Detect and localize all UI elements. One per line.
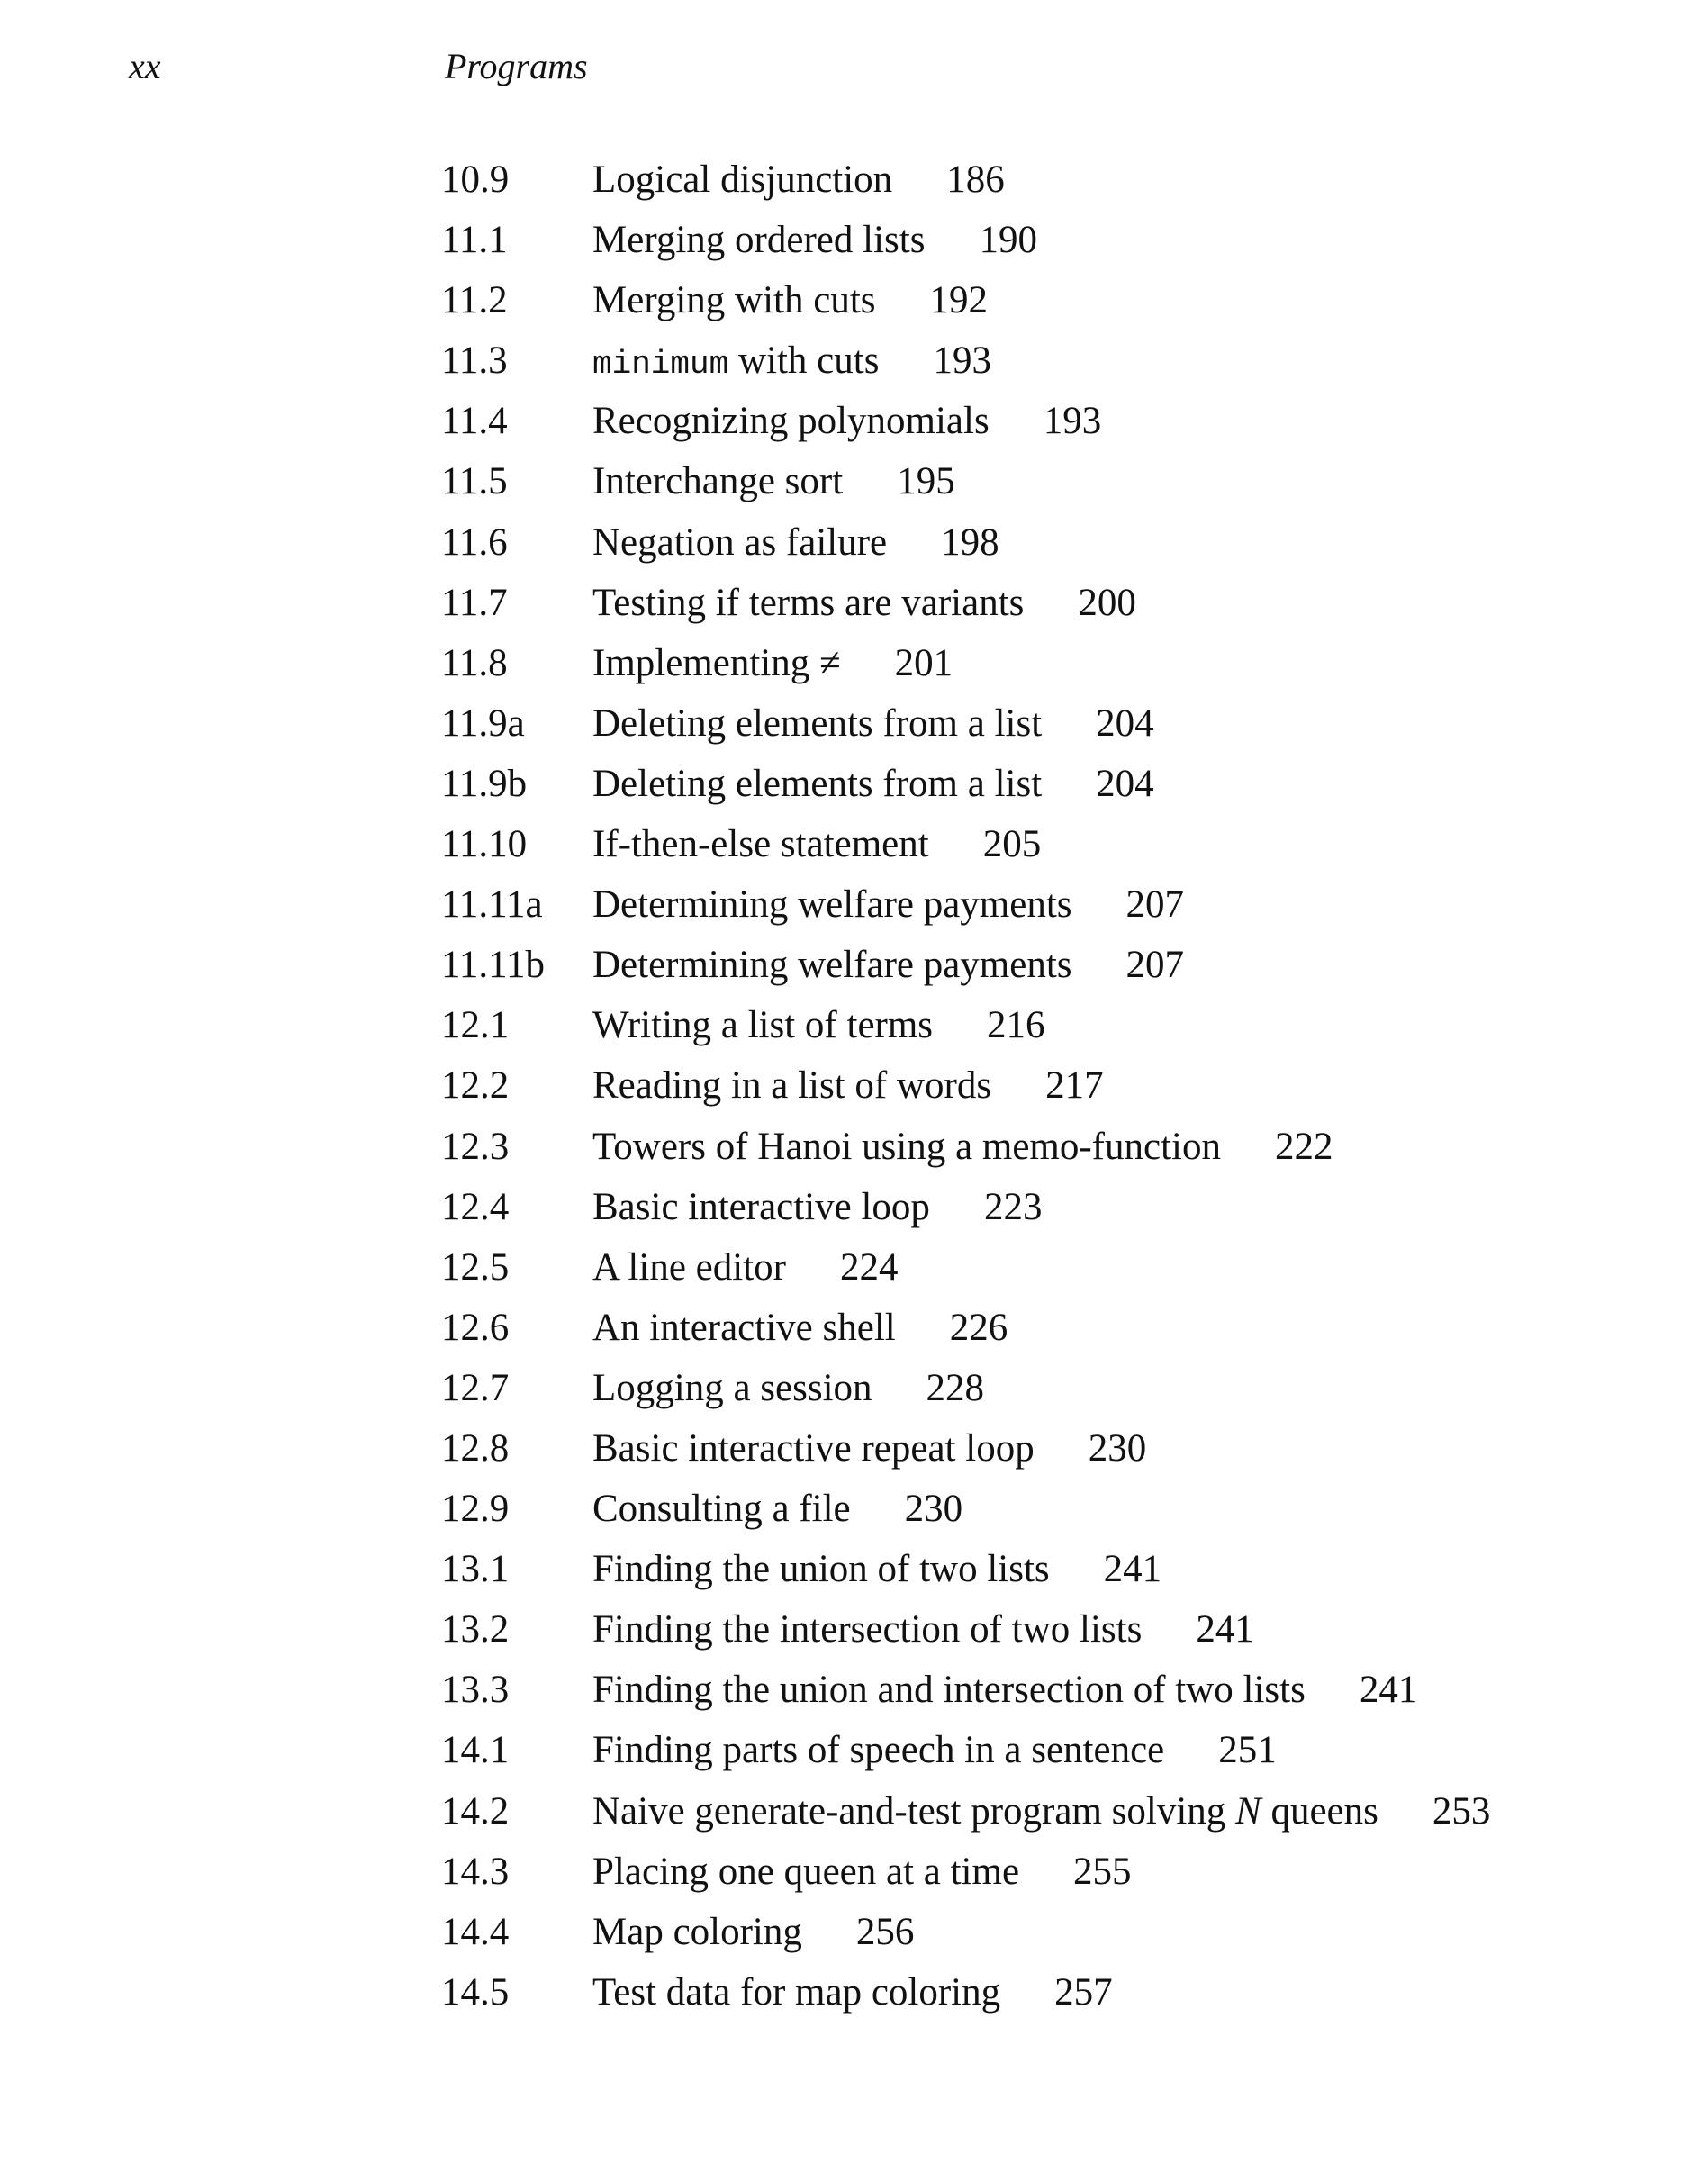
page-ref: 228 xyxy=(926,1366,985,1409)
program-number: 13.1 xyxy=(441,1548,510,1591)
page-ref: 255 xyxy=(1073,1850,1132,1893)
program-title: Map coloring xyxy=(592,1910,802,1953)
page-ref: 230 xyxy=(1088,1426,1147,1470)
program-title: Implementing ≠ xyxy=(592,641,841,684)
program-number: 11.11b xyxy=(441,944,546,987)
program-title: Finding the intersection of two lists xyxy=(592,1608,1143,1652)
page-ref: 195 xyxy=(897,460,955,503)
program-title xyxy=(592,330,879,391)
program-title: Finding parts of speech in a sentence xyxy=(592,1729,1165,1772)
program-title: Finding the union and intersection of two lists xyxy=(592,1669,1306,1712)
program-list xyxy=(441,149,1490,2023)
program-title-text: Naive generate-and-test program solving xyxy=(592,1789,1226,1833)
program-number: 10.9 xyxy=(441,158,510,201)
page-ref: 224 xyxy=(839,1245,899,1289)
list-item xyxy=(441,451,1490,511)
program-number: 14.4 xyxy=(441,1910,510,1953)
list-item xyxy=(441,1842,1490,1902)
page-number: xx xyxy=(129,46,161,86)
list-item xyxy=(441,573,1490,633)
page-ref: 204 xyxy=(1096,701,1154,745)
program-title: Finding the union of two lists xyxy=(592,1548,1050,1591)
list-item xyxy=(441,1418,1490,1479)
page-ref: 257 xyxy=(1054,1970,1113,2014)
program-title: Reading in a list of words xyxy=(592,1064,992,1108)
page-ref: 192 xyxy=(929,279,989,322)
list-item xyxy=(441,1358,1490,1418)
program-title: Basic interactive loop xyxy=(592,1185,930,1228)
program-number: 12.3 xyxy=(441,1125,510,1168)
list-item xyxy=(441,391,1490,451)
program-title-text-after: queens xyxy=(1270,1789,1378,1833)
program-title-text: with cuts xyxy=(737,339,880,383)
program-title: A line editor xyxy=(592,1245,786,1289)
program-number: 13.2 xyxy=(441,1608,510,1652)
list-item xyxy=(441,995,1490,1055)
program-number: 12.9 xyxy=(441,1488,510,1531)
code-term: minimum xyxy=(592,346,729,384)
page-ref: 241 xyxy=(1359,1669,1418,1712)
program-number: 11.7 xyxy=(441,581,508,624)
program-number: 11.10 xyxy=(441,823,528,866)
program-title: Determining welfare payments xyxy=(592,883,1072,927)
page-ref: 205 xyxy=(982,823,1042,866)
list-item xyxy=(441,1962,1490,2023)
page-ref: 241 xyxy=(1103,1548,1162,1591)
program-title: Writing a list of terms xyxy=(592,1004,934,1047)
page-ref: 198 xyxy=(941,520,999,564)
program-number: 14.3 xyxy=(441,1850,510,1893)
program-title: Deleting elements from a list xyxy=(592,762,1043,805)
page-ref: 256 xyxy=(855,1910,915,1953)
running-head: Programs xyxy=(445,46,588,86)
program-number: 13.3 xyxy=(441,1669,510,1712)
page-ref: 186 xyxy=(946,158,1005,201)
program-title: Consulting a file xyxy=(592,1488,851,1531)
program-title: Placing one queen at a time xyxy=(592,1850,1020,1893)
program-number: 12.4 xyxy=(441,1185,510,1228)
list-item xyxy=(441,693,1490,754)
list-item xyxy=(441,1177,1490,1237)
list-item xyxy=(441,1720,1490,1780)
program-title: Test data for map coloring xyxy=(592,1970,1001,2014)
program-title: Basic interactive repeat loop xyxy=(592,1426,1035,1470)
program-number: 12.7 xyxy=(441,1366,510,1409)
page-ref: 216 xyxy=(987,1004,1045,1047)
list-item xyxy=(441,330,1490,391)
program-number: 12.8 xyxy=(441,1426,510,1470)
list-item xyxy=(441,1902,1490,1962)
italic-variable: N xyxy=(1235,1789,1261,1833)
page-ref: 217 xyxy=(1045,1064,1104,1108)
program-title xyxy=(592,1781,1378,1842)
page-ref: 222 xyxy=(1274,1125,1333,1168)
program-title: Deleting elements from a list xyxy=(592,701,1043,745)
page-ref: 193 xyxy=(1043,400,1102,443)
list-item xyxy=(441,874,1490,935)
program-number: 11.5 xyxy=(441,460,508,503)
program-number: 11.6 xyxy=(441,520,508,564)
list-item xyxy=(441,1479,1490,1539)
program-number: 11.3 xyxy=(441,339,508,383)
program-number: 12.5 xyxy=(441,1245,510,1289)
page-ref: 253 xyxy=(1432,1789,1491,1833)
program-title: Interchange sort xyxy=(592,460,844,503)
program-title: Logging a session xyxy=(592,1366,872,1409)
program-number: 11.11a xyxy=(441,883,543,927)
page-ref: 190 xyxy=(979,219,1037,262)
list-item xyxy=(441,633,1490,693)
program-number: 12.1 xyxy=(441,1004,510,1047)
program-number: 14.1 xyxy=(441,1729,510,1772)
page-ref: 193 xyxy=(933,339,991,383)
program-title: If-then-else statement xyxy=(592,823,929,866)
program-title: Determining welfare payments xyxy=(592,944,1072,987)
list-item xyxy=(441,814,1490,874)
page-ref: 230 xyxy=(904,1488,963,1531)
page-ref: 200 xyxy=(1078,581,1136,624)
program-title: Merging ordered lists xyxy=(592,219,926,262)
program-number: 12.6 xyxy=(441,1306,510,1349)
list-item xyxy=(441,1660,1490,1720)
program-number: 11.2 xyxy=(441,279,508,322)
list-item xyxy=(441,149,1490,210)
program-number: 11.4 xyxy=(441,400,508,443)
list-item xyxy=(441,1055,1490,1116)
page-ref: 223 xyxy=(983,1185,1043,1228)
list-item xyxy=(441,935,1490,995)
list-item xyxy=(441,1298,1490,1358)
program-number: 11.8 xyxy=(441,641,508,684)
page-ref: 204 xyxy=(1096,762,1154,805)
program-title: Testing if terms are variants xyxy=(592,581,1025,624)
list-item xyxy=(441,1539,1490,1599)
page-ref: 207 xyxy=(1125,883,1185,927)
page-ref: 207 xyxy=(1125,944,1185,987)
list-item xyxy=(441,1599,1490,1660)
list-item xyxy=(441,1781,1490,1842)
list-item xyxy=(441,270,1490,330)
program-title: Negation as failure xyxy=(592,520,888,564)
program-number: 11.9b xyxy=(441,762,528,805)
list-item xyxy=(441,754,1490,814)
page-ref: 251 xyxy=(1218,1729,1277,1772)
page-ref: 201 xyxy=(894,641,953,684)
list-item xyxy=(441,210,1490,270)
program-number: 14.2 xyxy=(441,1789,510,1833)
program-title: An interactive shell xyxy=(592,1306,896,1349)
program-title: Towers of Hanoi using a memo-function xyxy=(592,1125,1221,1168)
page-ref: 241 xyxy=(1196,1608,1254,1652)
program-number: 14.5 xyxy=(441,1970,510,2014)
program-number: 12.2 xyxy=(441,1064,510,1108)
list-item xyxy=(441,1117,1490,1177)
page-ref: 226 xyxy=(949,1306,1008,1349)
program-title: Recognizing polynomials xyxy=(592,400,990,443)
list-item xyxy=(441,512,1490,573)
program-title: Logical disjunction xyxy=(592,158,893,201)
program-number: 11.9a xyxy=(441,701,525,745)
program-title: Merging with cuts xyxy=(592,279,876,322)
program-number: 11.1 xyxy=(441,219,508,262)
list-item xyxy=(441,1237,1490,1298)
